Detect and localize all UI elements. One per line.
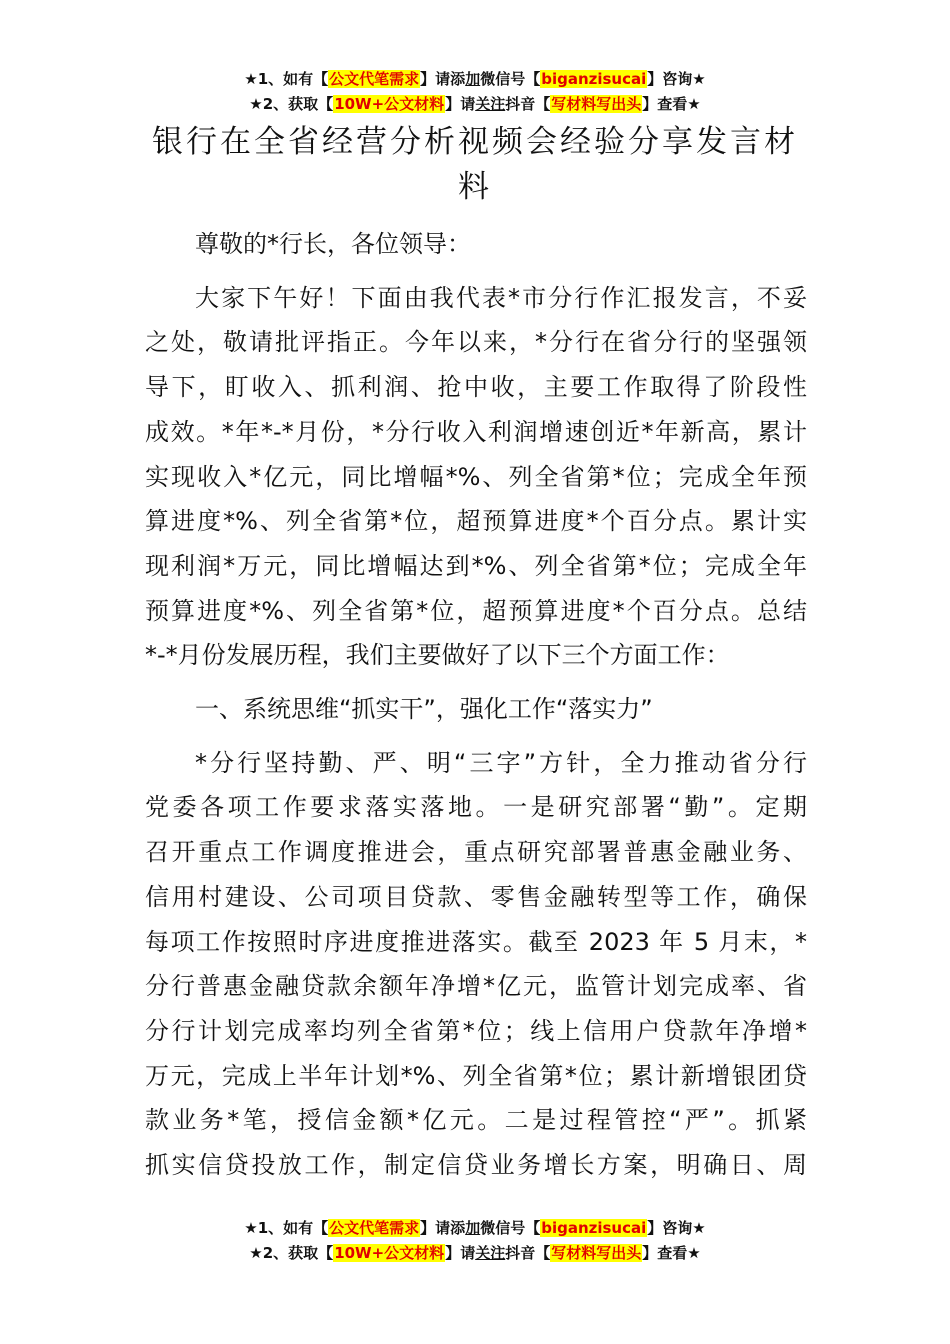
banner-text: 抖音【 (505, 1244, 551, 1262)
text-line: *分行坚持勤、严、明“三字”方针，全力推动省分行 (195, 748, 807, 777)
banner-text: 】请添 (420, 1219, 466, 1237)
banner-text: 】请添 (420, 70, 466, 88)
paragraph-section-1 (145, 741, 807, 1188)
document-title (145, 120, 805, 210)
banner-highlight-wechat-id: biganzisucai (541, 70, 647, 88)
banner-line-1 (0, 1216, 950, 1241)
title-line: 银行在全省经营分析视频会经验分享发言材 (152, 124, 798, 160)
banner-text: ★2、获取【 (249, 1244, 334, 1262)
banner-highlight-service: 公文代笔需求 (329, 1219, 420, 1237)
text-line: 大家下午好！下面由我代表*市分行作汇报发言，不妥 (195, 283, 807, 312)
banner-text: 】查看★ (642, 1244, 701, 1262)
banner-text: 】查看★ (642, 95, 701, 113)
text-line: 分行普惠金融贷款余额年净增*亿元，监管计划完成率、省 (145, 972, 807, 1001)
banner-text-underlined: 关注 (475, 95, 506, 113)
paragraph-intro (145, 276, 807, 678)
banner-highlight-materials: 10W+公文材料 (334, 95, 445, 113)
banner-text: 】咨询★ (647, 70, 706, 88)
text-line: 党委各项工作要求落实落地。一是研究部署“勤”。定期 (145, 793, 807, 822)
salutation: 尊敬的*行长，各位领导： (195, 230, 471, 258)
text-line: 信用村建设、公司项目贷款、零售金融转型等工作，确保 (145, 882, 807, 911)
banner-text: 】请 (445, 95, 476, 113)
text-line: 召开重点工作调度推进会，重点研究部署普惠金融业务、 (145, 838, 807, 867)
banner-highlight-wechat-id: biganzisucai (541, 1219, 647, 1237)
banner-text: ★1、如有【 (244, 70, 329, 88)
banner-highlight-douyin: 写材料写出头 (551, 1244, 642, 1262)
banner-text: 微信号【 (480, 70, 541, 88)
banner-text: ★2、获取【 (249, 95, 334, 113)
banner-text: 抖音【 (505, 95, 551, 113)
text-line: 现利润*万元，同比增幅达到*%、列全省第*位；完成全年 (145, 551, 807, 580)
banner-text-underlined: 关注 (475, 1244, 506, 1262)
document-body (145, 222, 807, 1188)
banner-line-1 (0, 67, 950, 92)
text-line: 之处，敬请批评指正。今年以来，*分行在省分行的坚强领 (145, 328, 807, 357)
banner-text: ★1、如有【 (244, 1219, 329, 1237)
text-line: 每项工作按照时序进度推进落实。截至 2023 年 5 月末，* (145, 927, 807, 956)
banner-text: 】请 (445, 1244, 476, 1262)
text-line: *-*月份发展历程，我们主要做好了以下三个方面工作： (145, 641, 730, 670)
text-line: 预算进度*%、列全省第*位，超预算进度*个百分点。总结 (145, 596, 807, 625)
header-banner (0, 67, 950, 117)
text-line: 成效。*年*-*月份，*分行收入利润增速创近*年新高，累计 (145, 417, 807, 446)
banner-text-underlined: 加 (465, 1219, 481, 1237)
text-line: 款业务*笔，授信金额*亿元。二是过程管控“严”。抓紧 (145, 1106, 807, 1135)
banner-line-2 (0, 1241, 950, 1266)
text-line: 实现收入*亿元，同比增幅*%、列全省第*位；完成全年预 (145, 462, 807, 491)
banner-text-underlined: 加 (465, 70, 481, 88)
banner-text: 】咨询★ (647, 1219, 706, 1237)
banner-highlight-service: 公文代笔需求 (329, 70, 420, 88)
footer-banner (0, 1216, 950, 1266)
banner-highlight-materials: 10W+公文材料 (334, 1244, 445, 1262)
text-line: 万元，完成上半年计划*%、列全省第*位；累计新增银团贷 (145, 1061, 807, 1090)
text-line: 分行计划完成率均列全省第*位；线上信用户贷款年净增* (145, 1016, 807, 1045)
text-line: 算进度*%、列全省第*位，超预算进度*个百分点。累计实 (145, 507, 807, 536)
section-heading: 一、系统思维“抓实干”，强化工作“落实力” (195, 695, 653, 724)
title-line: 料 (458, 169, 492, 205)
banner-highlight-douyin: 写材料写出头 (551, 95, 642, 113)
text-line: 导下，盯收入、抓利润、抢中收，主要工作取得了阶段性 (145, 373, 807, 402)
banner-text: 微信号【 (480, 1219, 541, 1237)
text-line: 抓实信贷投放工作，制定信贷业务增长方案，明确日、周 (145, 1151, 807, 1180)
banner-line-2 (0, 92, 950, 117)
